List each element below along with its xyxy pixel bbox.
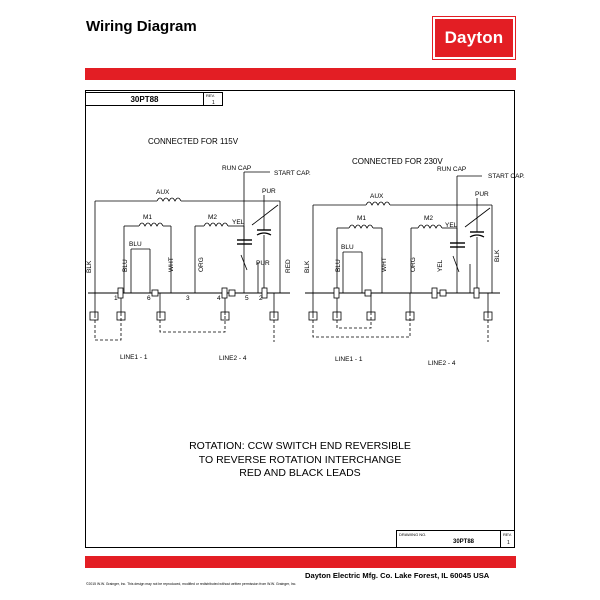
right-blu-vertical: BLU [335, 259, 342, 272]
left-aux-label: AUX [156, 189, 170, 196]
right-line2-label: LINE2 - 4 [428, 360, 456, 367]
rotation-note-line-2: TO REVERSE ROTATION INTERCHANGE [198, 453, 402, 466]
left-org-vertical: ORG [198, 257, 205, 272]
left-yel-label: YEL [232, 219, 245, 226]
left-blk-vertical: BLK [86, 260, 93, 273]
right-pur-top-label: PUR [475, 191, 489, 198]
left-m2-label: M2 [208, 214, 218, 221]
left-diagram-wiring [88, 172, 290, 342]
left-terminal-1: 1 [114, 295, 118, 302]
dayton-logo: Dayton [433, 17, 515, 59]
left-pur-vertical: PUR [256, 260, 270, 267]
right-yel-label: YEL [445, 222, 458, 229]
left-start-label: START CAP. [274, 170, 311, 177]
right-run-cap-label: RUN CAP [437, 166, 467, 173]
model-number: 30PT88 [86, 93, 204, 105]
right-m1-label: M1 [357, 215, 367, 222]
left-red-vertical: RED [285, 259, 292, 273]
right-m2-label: M2 [424, 215, 434, 222]
right-line1-label: LINE1 - 1 [335, 356, 363, 363]
rotation-note [170, 440, 430, 481]
page-title: Wiring Diagram [86, 18, 197, 35]
right-aux-label: AUX [370, 193, 384, 200]
bottom-red-bar [85, 556, 516, 568]
title-block-footer [396, 530, 515, 548]
right-caption: CONNECTED FOR 230V [352, 157, 443, 166]
rotation-note-line-1: ROTATION: CCW SWITCH END REVERSIBLE [189, 440, 411, 452]
header-rev-value: 1 [212, 100, 215, 106]
left-caption: CONNECTED FOR 115V [148, 137, 239, 146]
left-terminal-6: 6 [147, 295, 151, 302]
left-terminal-5: 5 [245, 295, 249, 302]
right-yel-vertical: YEL [437, 259, 444, 272]
right-wht-vertical: WHT [381, 257, 388, 272]
footer-rev-label: REV. [503, 532, 512, 537]
right-diagram-wiring [305, 176, 500, 342]
left-blu-label: BLU [129, 241, 142, 248]
left-blu-vertical: BLU [122, 259, 129, 272]
drawing-number-value: 30PT88 [453, 539, 475, 545]
left-terminal-3: 3 [186, 295, 190, 302]
right-blu-label: BLU [341, 244, 354, 251]
right-blk-vertical: BLK [304, 260, 311, 273]
drawing-number-label: DRAWING NO. [399, 532, 427, 537]
left-line1-label: LINE1 - 1 [120, 354, 148, 361]
left-pur-top-label: PUR [262, 188, 276, 195]
rotation-note-line-3: RED AND BLACK LEADS [239, 467, 361, 479]
footer-rev-value: 1 [507, 540, 510, 546]
header-rev-label: REV. [206, 93, 215, 98]
left-wht-vertical: WHT [168, 257, 175, 272]
left-m1-label: M1 [143, 214, 153, 221]
copyright-notice: ©2015 W.W. Grainger, Inc. This design may not be reproduced, modified or redistributed without written permission from W.W. Grainger, Inc. [86, 582, 297, 586]
right-org-vertical: ORG [410, 257, 417, 272]
left-terminal-4: 4 [217, 295, 221, 302]
left-run-cap-label: RUN CAP [222, 165, 252, 172]
right-start-label: START CAP. [488, 173, 525, 180]
left-terminal-2: 2 [259, 295, 263, 302]
left-line2-label: LINE2 - 4 [219, 355, 247, 362]
right-blk-vertical-2: BLK [494, 249, 501, 262]
drawing-number-cell [397, 531, 501, 547]
company-address: Dayton Electric Mfg. Co. Lake Forest, IL 60045 USA [305, 571, 490, 580]
footer-rev-cell [501, 531, 514, 547]
